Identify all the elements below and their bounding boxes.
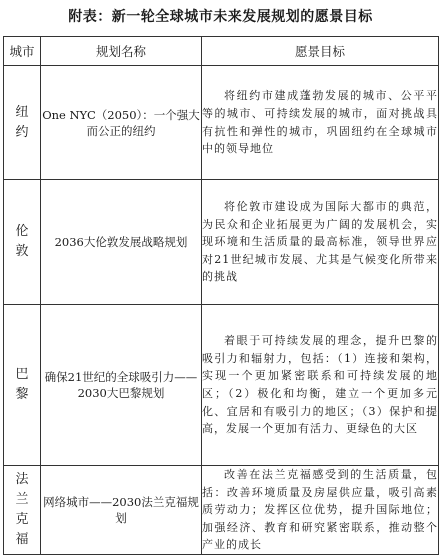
city-cell — [4, 305, 41, 466]
table-header-row — [4, 37, 439, 66]
city-cell — [4, 466, 41, 555]
city-name: 巴黎 — [15, 367, 29, 402]
city-cell — [4, 180, 41, 305]
table-row — [4, 466, 439, 555]
goal-cell: 改善在法兰克福感受到的生活质量，包括：改善环境质量及房屋供应量，吸引高素质劳动力；发挥区位优势，提升国际地位；加强经济、教育和研究紧密联系，推动整个产业的成长 — [202, 466, 439, 555]
header-plan: 规划名称 — [41, 37, 202, 66]
goal-cell: 将纽约市建成蓬勃发展的城市、公平平等的城市、可持续发展的城市，面对挑战具有抗性和弹性的城市，巩固纽约在全球城市中的领导地位 — [202, 66, 439, 180]
header-city: 城市 — [4, 37, 41, 66]
table-row — [4, 180, 439, 305]
plan-name-cell: 确保21世纪的全球吸引力——2030大巴黎规划 — [41, 305, 202, 466]
table-row — [4, 66, 439, 180]
city-name: 纽约 — [15, 104, 29, 140]
header-goal: 愿景目标 — [202, 37, 439, 66]
city-name: 法兰克福 — [15, 471, 29, 547]
vision-goals-table — [3, 36, 439, 555]
plan-name-cell: 2036大伦敦发展战略规划 — [41, 180, 202, 305]
goal-cell: 将伦敦市建设成为国际大都市的典范，为民众和企业拓展更为广阔的发展机会，实现环境和生活质量的最高标准，领导世界应对21世纪城市发展、尤其是气候变化所带来的挑战 — [202, 180, 439, 305]
plan-name-cell: One NYC（2050）：一个强大而公正的纽约 — [41, 66, 202, 180]
table-row — [4, 305, 439, 466]
table-title: 附表：新一轮全球城市未来发展规划的愿景目标 — [68, 9, 373, 25]
city-name: 伦敦 — [15, 224, 29, 259]
plan-name-cell: 网络城市——2030法兰克福规划 — [41, 466, 202, 555]
goal-cell: 着眼于可持续发展的理念，提升巴黎的吸引力和辐射力，包括：（1）连接和架构，实现一个更加紧密联系和可持续发展的地区；（2）极化和均衡，建立一个更加多元化、宜居和有吸引力的地区；（3）保护和提高，发展一个更加有活力、更绿色的大区 — [202, 305, 439, 466]
city-cell — [4, 66, 41, 180]
